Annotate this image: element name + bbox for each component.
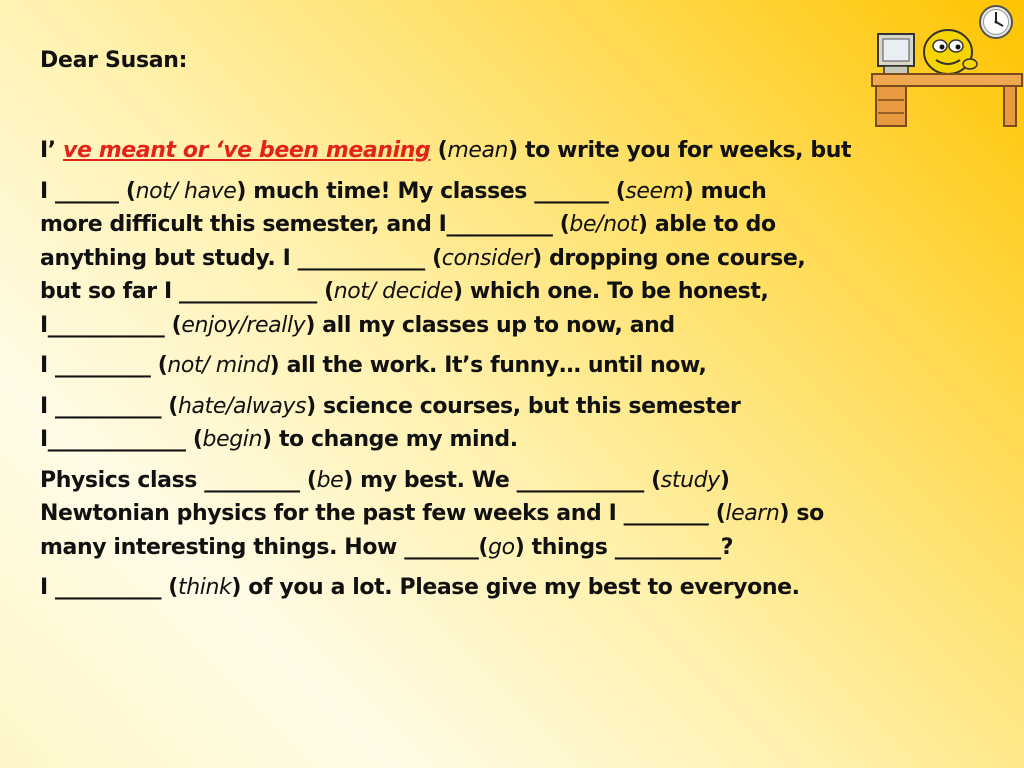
clipart: [870, 0, 1024, 130]
letter-text: I __________ (: [40, 393, 178, 419]
letter-line: [40, 349, 980, 383]
letter-line: [40, 134, 980, 168]
verb-hint: go: [488, 534, 515, 560]
letter-text: I ______ (: [40, 178, 136, 204]
letter-text: ) which one. To be honest,: [453, 279, 769, 304]
greeting: Dear Susan:: [40, 48, 188, 73]
letter-line: [40, 275, 980, 309]
desk-icon: [872, 74, 1022, 126]
letter-text: many interesting things. How _______(: [40, 534, 489, 560]
verb-hint: study: [660, 467, 720, 493]
verb-hint: think: [177, 575, 232, 600]
letter-text: ) to change my mind.: [262, 427, 518, 452]
letter-text: ) much: [683, 178, 767, 204]
letter-line: [40, 390, 980, 424]
letter-line: [40, 242, 980, 276]
verb-hint: not/ mind: [167, 353, 270, 378]
letter-line: [40, 531, 980, 565]
letter-text: ) science courses, but this semester: [306, 393, 741, 419]
verb-hint: enjoy/really: [181, 312, 306, 338]
verb-hint: mean: [447, 138, 509, 163]
verb-hint: hate/always: [177, 393, 307, 419]
letter-text: (: [430, 138, 448, 163]
verb-hint: begin: [202, 427, 263, 452]
verb-hint: be/not: [569, 212, 638, 237]
letter-text: Newtonian physics for the past few weeks and I ________ (: [40, 501, 726, 526]
letter-text: but so far I _____________ (: [40, 279, 334, 304]
letter-text: I __________ (: [40, 575, 178, 600]
letter-text: ) all the work. It’s funny… until now,: [269, 353, 707, 378]
verb-hint: consider: [441, 245, 533, 271]
clock-icon: [980, 6, 1012, 38]
letter-line: [40, 464, 980, 498]
letter-line: [40, 309, 980, 343]
letter-text: I___________ (: [40, 312, 182, 338]
smiley-icon: [924, 30, 977, 74]
letter-text: ) of you a lot. Please give my best to everyone.: [231, 575, 800, 600]
letter-text: I _________ (: [40, 353, 168, 378]
line-gap: [40, 168, 980, 175]
computer-icon: [878, 34, 914, 74]
verb-hint: seem: [625, 178, 684, 204]
letter-line: [40, 423, 980, 457]
letter-text: Physics class _________ (: [40, 467, 317, 493]
verb-hint: learn: [725, 501, 780, 526]
verb-hint: be: [316, 467, 344, 493]
line-gap: [40, 383, 980, 390]
letter-text: ) dropping one course,: [532, 245, 806, 271]
line-gap: [40, 564, 980, 571]
letter-line: [40, 571, 980, 605]
letter-text: ) my best. We ____________ (: [343, 467, 661, 493]
letter-text: more difficult this semester, and I__________ (: [40, 212, 570, 237]
letter-text: ) things __________?: [514, 534, 734, 560]
letter-text: I’: [40, 138, 64, 163]
letter-text: ) so: [779, 501, 824, 526]
letter-text: ) able to do: [637, 212, 776, 237]
letter-line: [40, 208, 980, 242]
letter-text: ) to write you for weeks, but: [508, 138, 852, 163]
verb-hint: not/ decide: [333, 279, 453, 304]
letter-text: I_____________ (: [40, 427, 203, 452]
letter-line: [40, 497, 980, 531]
letter-text: ) much time! My classes _______ (: [236, 178, 626, 204]
verb-hint: not/ have: [135, 178, 237, 204]
letter-text: ) all my classes up to now, and: [305, 312, 675, 338]
letter-body: [40, 134, 980, 605]
example-answer: ve meant or ‘ve been meaning: [63, 138, 431, 163]
letter-line: [40, 175, 980, 209]
line-gap: [40, 342, 980, 349]
line-gap: [40, 457, 980, 464]
letter-text: ): [719, 467, 730, 493]
letter-text: anything but study. I ____________ (: [40, 245, 442, 271]
